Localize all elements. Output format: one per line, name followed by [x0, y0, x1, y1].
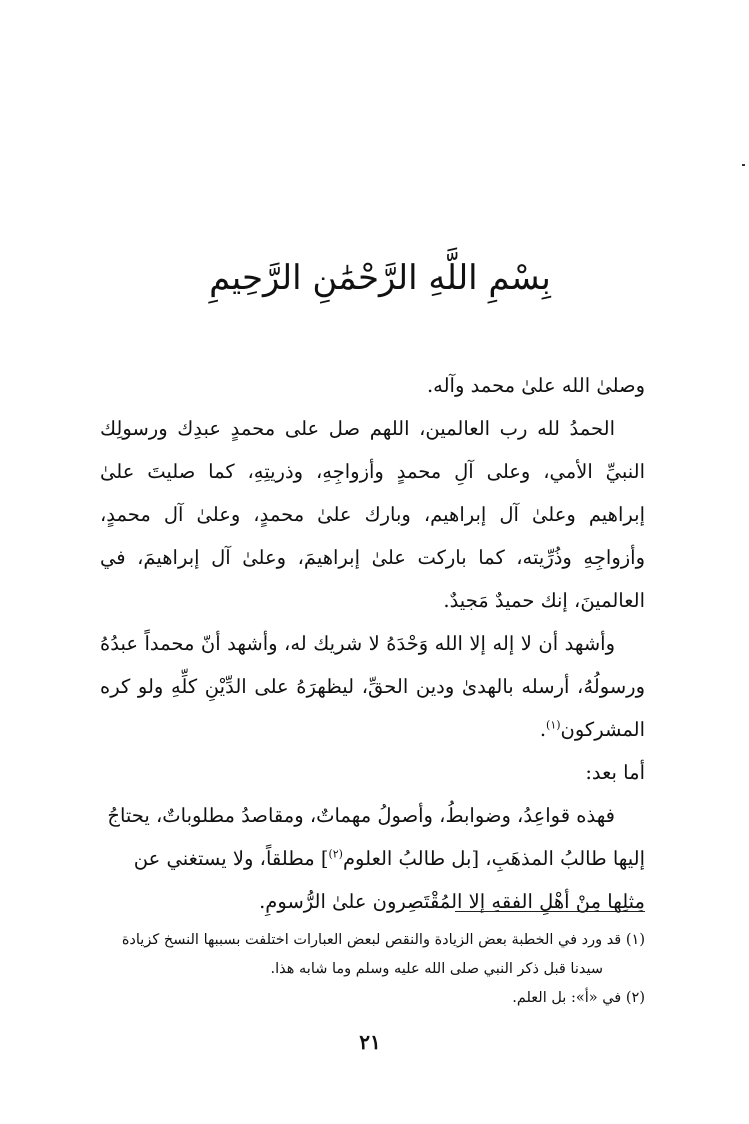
footnote-2 — [100, 984, 645, 1013]
footnote-1 — [100, 926, 645, 955]
footnote-1-number: (١) — [625, 932, 645, 948]
basmala-text: بِسْمِ اللَّهِ الرَّحْمَٰنِ الرَّحِيمِ — [209, 258, 551, 298]
testimony-end: . — [539, 718, 547, 741]
paragraph-salutation: وصلىٰ الله علىٰ محمد وآله. — [426, 374, 645, 397]
page-number: ٢١ — [359, 1030, 381, 1054]
footnote-1-continuation: سيدنا قبل ذكر النبي صلى الله عليه وسلم وما شابه هذا. — [270, 961, 603, 977]
footnote-2-text: في «أ»: بل العلم. — [512, 990, 622, 1006]
basmala-heading — [200, 238, 560, 318]
main-text — [100, 364, 645, 923]
intro-text-a: فهذه قواعِدُ، وضوابطُ، وأصولُ مهماتٌ، ومقاصدُ مطلوباتٌ، يحتاجُ إليها طالبُ المذهَبِ، [بل طالبُ العلوم — [107, 804, 645, 870]
footnote-ref-1: (١) — [546, 718, 561, 732]
testimony-text: وأشهد أن لا إله إلا الله وَحْدَهُ لا شريك له، وأشهد أنّ محمداً عبدُهُ ورسولُهُ، أرسله بالهدىٰ ودين الحقِّ، ليظهرَهُ على الدِّيْنِ كلِّهِ ولو كره المشركون — [100, 632, 645, 741]
footnote-ref-2: (٢) — [328, 847, 343, 861]
intro-text-b: ] مطلقاً، ولا يستغني عن مِثلِها مِنْ أهْلِ الفقهِ إلا المُقْتَصِرون علىٰ الرُّسومِ. — [133, 847, 645, 913]
paragraph-intro — [100, 794, 645, 923]
footnote-divider — [455, 911, 645, 912]
scan-mark — [742, 164, 745, 166]
paragraph-praise: الحمدُ لله رب العالمين، اللهم صل على محمدٍ عبدِك ورسولِك النبيِّ الأمي، وعلى آلِ محمدٍ وأزواجِهِ، وذريتِهِ، كما صليتَ علىٰ إبراهيم وعلىٰ آل إبراهيم، وبارك علىٰ محمدٍ، وعلىٰ آل محمدٍ، وأزواجِهِ وذُرِّيته، كما باركت علىٰ إبراهيمَ، وعلىٰ آل إبراهيمَ، في العالمينَ، إنك حميدٌ مَجيدٌ. — [100, 417, 645, 612]
paragraph-amma-bad: أما بعد: — [585, 761, 645, 784]
footnote-1-text: قد ورد في الخطبة بعض الزيادة والنقص لبعض العبارات اختلفت بسببها النسخ كزيادة — [121, 932, 622, 948]
paragraph-testimony — [100, 622, 645, 751]
footnote-2-number: (٢) — [625, 990, 645, 1006]
footnotes — [100, 926, 645, 1013]
